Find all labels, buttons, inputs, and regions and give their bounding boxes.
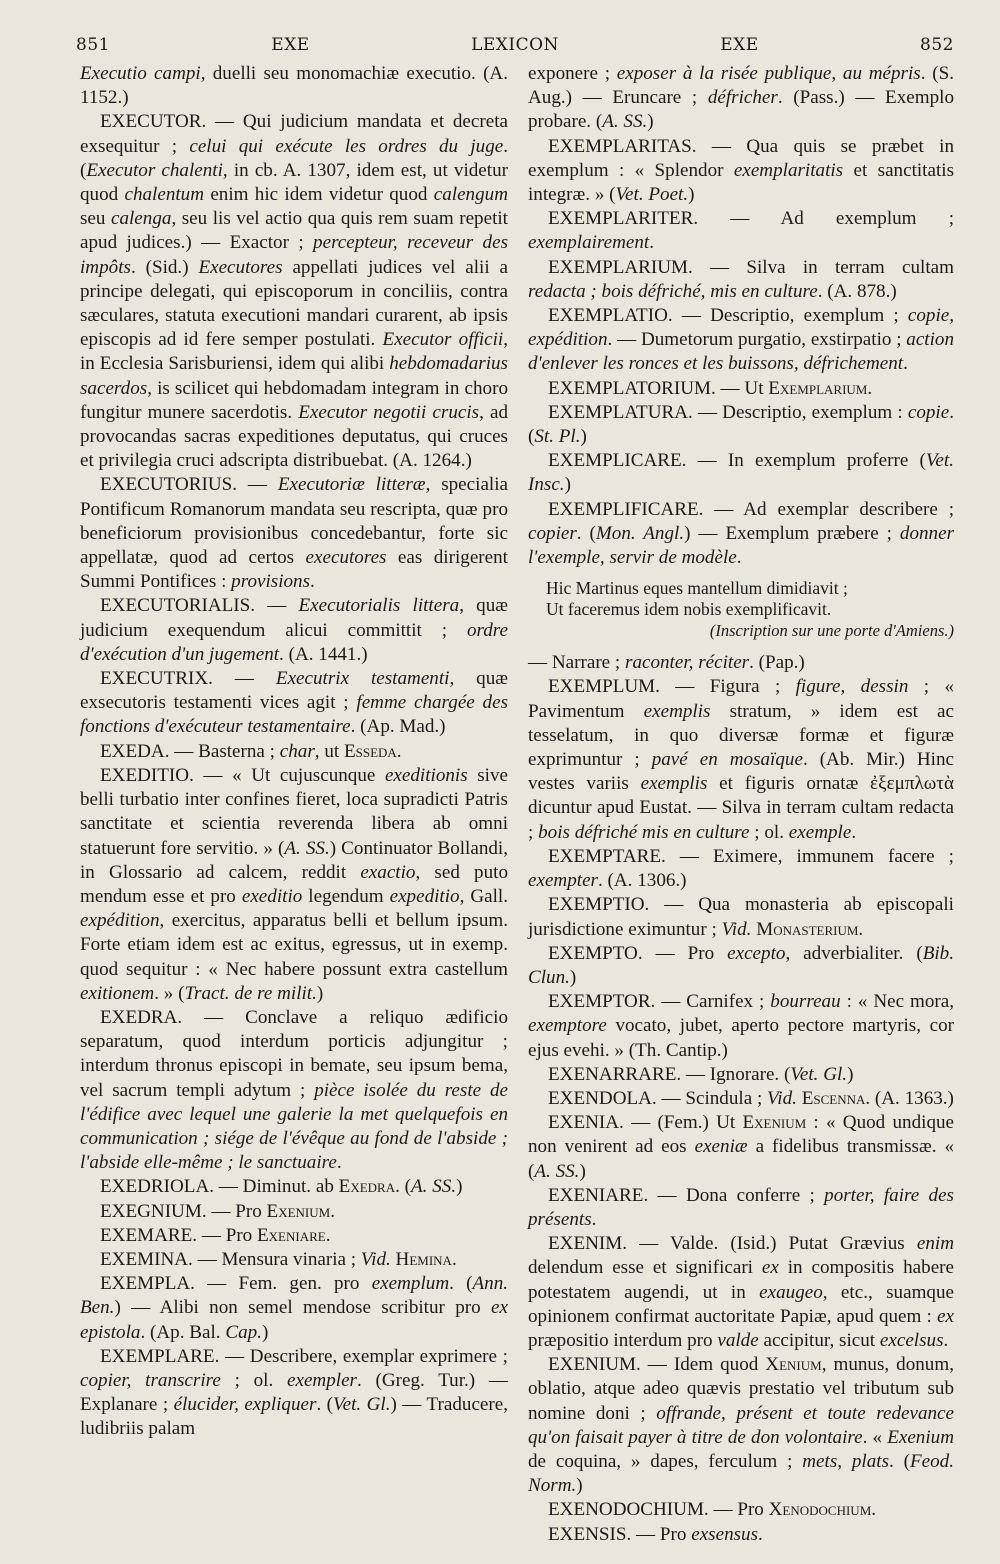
entry-text: EXEMINA. — Mensura vinaria ; [100,1248,361,1270]
italic-text: Exenium [887,1426,954,1448]
entry-text: appellati judices vel alii a principe delegati, qui episcoporum in conciliis, contra sæculares, statuta executioni mandari curarent, ab ipsis episcopis ad id fere semper postulati. [80,256,508,351]
entry-text: . [736,547,742,569]
dictionary-entry [80,1224,508,1248]
entry-text: . (S. Aug.) — Eruncare ; [528,63,954,109]
entry-text: seu [80,208,111,230]
entry-text: . » ( [154,982,185,1004]
entry-text: . [871,1499,877,1521]
entry-text: legendum [302,885,390,907]
entry-text: : « Nec mora, [840,991,954,1013]
entry-text: . [330,1200,335,1222]
entry-text: , ad provocandas sacras expeditiones deputatus, qui cruces et privilegia cruci adscripta distribuebat. (A. 1264.) [80,401,508,472]
italic-text: Executor negotii crucis [298,401,480,423]
right-page-number: 852 [920,35,954,55]
dictionary-entry [528,990,954,1063]
right-column [528,62,955,1545]
italic-text: Vid. [721,918,752,940]
italic-text: Executio campi [80,63,201,84]
italic-text: valde [717,1329,759,1351]
dictionary-entry [528,675,954,844]
entry-text: accipitur, sicut [758,1329,880,1351]
cross-reference: Xenodochium [768,1499,872,1521]
right-guide-word: EXE [720,35,759,55]
entry-text: EXEMPLATORIUM. — Ut [548,377,769,399]
entry-text: EXECUTORIALIS. — [100,595,299,617]
italic-text: action d'enlever les ronces et les buissons, défrichement [528,329,955,375]
dictionary-entry [528,1063,954,1087]
italic-text: Executor officii [382,329,504,351]
entry-text: et figuris ornatæ ἐξεμπλωτὰ dicuntur apud Eustat. — Silva in terram cultam redacta ; [528,773,954,843]
entry-text: — Narrare ; [528,652,626,674]
cross-reference: Escenna [801,1087,866,1109]
entry-text: EXEMPLARITAS. — Qua quis se præbet in exemplum : « Splendor [528,135,954,181]
entry-text: , seu lis vel actio qua quis rem suam repetit apud judices.) — Exactor ; [80,208,508,254]
italic-text: ex [761,1257,779,1279]
dictionary-entry [80,740,508,764]
entry-text: , sed puto mendum esse et pro [80,861,508,907]
dictionary-entry [80,62,508,110]
entry-text: . (A. 1306.) [597,870,687,892]
entry-text: , quæ exsecutoris testamenti vices agit ; [80,668,508,714]
italic-text: Vet. Insc. [528,450,954,496]
italic-text: redacta ; bois défriché, mis en culture [528,280,818,302]
italic-text: porter, faire des présents [528,1184,954,1230]
italic-text: raconter, réciter [625,652,750,674]
entry-text: EXECUTOR. — Qui judicium mandata et decreta exsequitur ; [80,111,508,157]
entry-text: EXENSIS. — Pro [548,1523,692,1545]
cross-reference: Esseda [343,740,397,762]
running-header [76,30,954,60]
italic-text: Executrix testamenti [275,668,450,690]
entry-text: , in cb. A. 1307, idem est, ut videtur quod [80,159,508,206]
italic-text: Tract. de re milit. [184,982,317,1004]
italic-text: Executoriæ litteræ [277,474,426,496]
entry-text: , munus, donum, oblatio, atque adeo quævis prestatio vel tributum sub nomine doni ; [528,1354,954,1424]
dictionary-entry [80,110,508,473]
entry-text: , Gall. [459,885,508,907]
italic-text: excepto [727,942,786,964]
italic-text: exeditionis [384,764,468,786]
dictionary-entry [528,135,954,208]
entry-text: . « [862,1426,888,1448]
italic-text: A. SS. [284,837,330,859]
dictionary-entry [528,651,954,675]
entry-text: ) Continuator Bollandi, in Glossario ad calcem, reddit [80,837,509,883]
entry-text: exponere ; [528,63,617,84]
italic-text: Vet. Gl. [790,1063,848,1085]
entry-text: EXEMPTARE. — Eximere, immunem facere ; [548,845,954,867]
entry-text: ) [569,966,577,988]
entry-text: . [758,1523,763,1545]
italic-text: bourreau [770,991,841,1013]
italic-text: bois défriché mis en culture [538,821,750,843]
dictionary-entry [528,893,954,941]
dictionary-entry [80,473,508,594]
entry-text: . [310,571,315,593]
dictionary-entry [80,1272,508,1345]
dictionary-entry [528,1523,954,1547]
entry-text: , exercitus, apparatus belli et bellum ipsum. Forte etiam idem est ac exitus, egressus, ut in exemp. quod sequitur : « Nec habere possunt extra castellum [80,910,508,980]
entry-text: , in Ecclesia Sarisburiensi, idem qui alibi [80,329,508,375]
italic-text: exaugeo [759,1281,823,1303]
quote-source: (Inscription sur une porte d'Amiens.) [709,621,954,641]
entry-text: . (Ap. Mad.) [350,716,446,738]
entry-text: ) [564,474,571,496]
entry-text: EXECUTRIX. — [100,668,276,690]
italic-text: mets, plats [802,1450,890,1472]
entry-text: . [943,1329,949,1351]
entry-text: . ( [576,522,596,544]
entry-text: ; ol. [749,821,789,843]
entry-text: . [858,918,864,940]
entry-text: EXEMPLICARE. — In exemplum proferre ( [548,450,926,472]
italic-text: exemplum [371,1273,450,1295]
entry-text: EXEMPTO. — Pro [548,942,728,964]
entry-text: EXEMPLARIUM. — Silva in terram cultam [548,256,954,278]
italic-text: Vid. [767,1087,797,1109]
entry-text: vocato, jubet, aperto pectore martyris, cor ejus evehi. » (Th. Cantip.) [528,1015,954,1061]
entry-text: EXENARRARE. — Ignorare. ( [548,1063,791,1085]
running-title: LEXICON [471,35,559,55]
entry-text: ) [576,1475,583,1497]
cross-reference: Exemplarium [768,377,868,399]
italic-text: Vet. Poet. [615,184,689,206]
dictionary-entry [528,207,954,255]
entry-text: , is scilicet qui hebdomadam integram in choro fungitur munere sacerdotis. [80,377,508,423]
dictionary-entry [80,1006,508,1175]
entry-text: . (A. 1441.) [279,643,368,665]
entry-text: . ( [889,1450,910,1472]
entry-text: EXECUTORIUS. — [100,474,278,496]
dictionary-entry [528,845,954,893]
entry-text: , ut [314,740,344,762]
entry-text: EXEMPTOR. — Carnifex ; [548,991,771,1013]
italic-text: exemplaritatis [733,159,844,181]
entry-text: EXENODOCHIUM. — Pro [548,1499,769,1521]
entry-text: in compositis habere potestatem augendi, ut in [528,1257,955,1303]
entry-text: EXEMPLARITER. — Ad exemplum ; [548,208,954,230]
entry-text: . (Ab. Mir.) Hinc vestes variis [528,749,954,795]
italic-text: exemplis [643,700,711,722]
entry-text: ) [261,1321,269,1343]
italic-text: excelsus [879,1329,944,1351]
dictionary-entry [528,498,954,571]
entry-text: præpositio interdum pro [528,1329,718,1351]
italic-text: offrande, présent et toute redevance qu'on faisait payer à titre de don volontaire [528,1402,954,1448]
entry-text: . (A. 1363.) [865,1087,954,1109]
entry-text: EXEMARE. — Pro [100,1224,257,1246]
dictionary-entry [80,1175,508,1199]
italic-text: exemplairement [528,232,650,254]
entry-text: EXEMPLA. — Fem. gen. pro [100,1273,372,1295]
italic-text: exposer à la risée publique, au mépris [616,63,921,84]
italic-text: Vid. [360,1248,391,1270]
entry-text: , duelli seu monomachiæ executio. (A. 1152.) [80,63,508,109]
italic-text: donner l'exemple, servir de modèle [528,522,954,569]
entry-text: EXEDITIO. — « Ut cujuscunque [100,764,385,786]
entry-text: ) [688,184,695,206]
entry-text: ; « Pavimentum [528,676,954,722]
entry-text: EXEMPTIO. — Qua monasteria ab episcopali jurisdictione eximuntur ; [528,894,954,940]
italic-text: hebdomadarius sacerdos [80,353,508,399]
entry-text: EXENIA. — (Fem.) Ut [548,1112,743,1134]
entry-text: EXENIUM. — Idem quod [548,1354,766,1376]
italic-text: enim [916,1233,954,1255]
italic-text: char [279,740,315,762]
entry-text: , etc., suamque opinionem confirmat auctoritate Papiæ, apud quem : [528,1281,954,1327]
italic-text: exactio [360,861,416,883]
entry-text: . ( [80,135,509,181]
italic-text: calengum [433,184,508,206]
left-column [80,62,508,1524]
entry-text: . [451,1248,457,1270]
italic-text: Ann. Ben. [80,1273,509,1319]
entry-text: . ( [316,1394,334,1416]
italic-text: exsensus [691,1523,759,1545]
entry-text: ) [647,111,654,133]
entry-text: eas dirigerent Summi Pontifices : [80,547,508,593]
italic-text: expeditio [389,885,460,907]
left-page-number: 851 [76,35,110,55]
entry-text: . (Greg. Tur.) — Explanare ; [80,1369,508,1416]
dictionary-entry [528,62,954,135]
italic-text: figure, dessin [795,676,909,698]
dictionary-entry [528,256,954,304]
italic-text: celui qui exécute les ordres du juge [189,135,504,157]
entry-text: EXENIM. — Valde. (Isid.) Putat Grævius [548,1233,917,1255]
cross-reference: Xenium [765,1354,822,1376]
entry-text: . [336,1152,342,1174]
entry-text: de coquina, » dapes, ferculum ; [528,1450,803,1472]
entry-text: . (Ap. Bal. [140,1321,226,1343]
cross-reference: Exeniare [257,1224,326,1246]
italic-text: exemple [788,821,852,843]
entry-text: EXEDA. — Basterna ; [100,740,280,762]
italic-text: copie, expédition [528,305,954,351]
entry-text: EXEMPLUM. — Figura ; [548,676,796,698]
italic-text: pavé en mosaïque [651,749,803,771]
dictionary-entry [528,1353,954,1498]
entry-text: . [851,821,857,843]
entry-text: ) — Alibi non semel mendose scribitur pro [114,1297,492,1319]
italic-text: executores [305,547,387,569]
entry-text: ) [579,1160,586,1182]
entry-text: . (A. 878.) [817,280,897,302]
dictionary-entry [528,1087,954,1111]
dictionary-entry [528,449,954,497]
entry-text: : « Quod undique non venirent ad eos [528,1112,955,1158]
dictionary-entry [80,594,508,667]
dictionary-entry [528,1232,954,1353]
italic-text: percepteur, receveur des impôts [80,232,508,278]
entry-text: sive belli turbatio inter confines fieret, loca supradicti Patris sanctitate et scientia reverenda libera ab omni statuerunt fore servitio. » ( [80,764,509,859]
entry-text: ) [847,1063,854,1085]
entry-text: ; ol. [220,1369,287,1391]
italic-text: A. SS. [602,111,648,133]
dictionary-entry [80,1345,508,1442]
left-guide-word: EXE [271,35,310,55]
dictionary-entry [80,764,508,1006]
entry-text: EXEDRA. — Conclave a reliquo ædificio separatum, quod interdum porticis adjungitur ; interdum thronus episcopi in bemate, seu ipsum bema, vel sacrum templi adytum ; [80,1006,508,1101]
italic-text: Executorialis littera [298,595,460,617]
entry-text: . [325,1224,331,1246]
entry-text: delendum esse et significari [528,1257,762,1279]
entry-text: . [867,377,873,399]
dictionary-entry [528,1111,954,1184]
dictionary-entry [528,401,954,449]
italic-text: ordre d'exécution d'un jugement [80,619,508,665]
italic-text: ex [937,1305,954,1327]
entry-text: EXENIARE. — Dona conferre ; [548,1184,825,1206]
italic-text: copie [907,401,950,423]
italic-text: Vet. Gl. [333,1394,391,1416]
entry-text: ) [316,982,324,1004]
italic-text: provisions [231,571,311,593]
entry-text: a fidelibus transmissæ. « ( [528,1136,954,1182]
cross-reference: Monasterium [756,918,859,940]
quoted-inscription [528,578,954,641]
dictionary-entry [80,667,508,740]
entry-text: ) — Traducere, ludibriis palam [80,1394,509,1440]
dictionary-entry [528,377,954,401]
italic-text: pièce isolée du reste de l'édifice avec lequel une galerie la met quelquefois en communication ; siége de l'évêque au fond de l'abside ; l'abside elle-même ; le sanctuaire [80,1079,508,1174]
italic-text: exempler [287,1369,357,1391]
entry-text: ) [580,426,587,448]
entry-text: . — Dumetorum purgatio, exstirpatio ; [607,329,907,351]
entry-text: . (Pap.) [749,652,805,674]
entry-text: . [591,1208,597,1230]
entry-text: , adverbialiter. ( [785,942,923,964]
italic-text: Executor chalenti [86,159,223,181]
entry-text: . ( [395,1176,412,1198]
italic-text: calenga [110,208,172,230]
italic-text: défricher [707,87,778,109]
entry-text: EXEMPLIFICARE. — Ad exemplar describere ; [548,498,954,520]
italic-text: A. SS. [534,1160,580,1182]
entry-text: stratum, » idem est ac tesselatum, in quo diversæ formæ et figuræ exprimuntur ; [528,700,954,771]
entry-text: . [903,353,908,375]
entry-text: . ( [528,401,954,448]
italic-text: Executores [198,256,283,278]
cross-reference: Exenium [266,1200,331,1222]
italic-text: Feod. Norm. [528,1450,954,1497]
entry-text: EXEMPLATURA. — Descriptio, exemplum : [548,401,908,423]
entry-text: , specialia Pontificum Romanorum mandata seu rescripta, quæ pro beneficiorum provisionibus concedebantur, forte sic appellatæ, quod ad certos [80,474,508,569]
italic-text: expédition [80,910,160,932]
entry-text: . [649,232,655,254]
entry-text: . (Pass.) — Exemplo probare. ( [528,87,954,133]
entry-text: ) — Exemplum præbere ; [684,522,900,544]
dictionary-entry [528,942,954,990]
cross-reference: Exenium [742,1112,807,1134]
italic-text: chalentum [124,184,205,206]
entry-text: EXEMPLARE. — Describere, exemplar exprimere ; [100,1345,508,1367]
entry-text: et sanctitatis integræ. » ( [528,159,954,206]
italic-text: ex epistola [80,1297,508,1343]
entry-text: ) [456,1176,463,1198]
italic-text: Mon. Angl. [595,522,685,544]
dictionary-entry [528,304,954,377]
italic-text: exemplis [640,773,708,795]
dictionary-entry [528,1498,954,1522]
italic-text: exitionem [80,982,155,1004]
entry-text: . ( [449,1273,473,1295]
dictionary-entry [80,1248,508,1272]
entry-text: enim hic idem videtur quod [204,184,434,206]
italic-text: A. SS. [411,1176,457,1198]
entry-text: . (Sid.) [130,256,199,278]
italic-text: femme chargée des fonctions d'exécuteur testamentaire [80,692,508,738]
italic-text: exempter [528,870,598,892]
entry-text: . [396,740,402,762]
cross-reference: Exedra [338,1176,396,1198]
italic-text: St. Pl. [534,426,581,448]
entry-text: EXENDOLA. — Scindula ; [548,1087,768,1109]
italic-text: exeditio [241,885,303,907]
dictionary-entry [528,1184,954,1232]
italic-text: élucider, expliquer [173,1394,317,1416]
entry-text: EXEMPLATIO. — Descriptio, exemplum ; [548,305,908,327]
italic-text: exeniæ [694,1136,748,1158]
quote-line: Ut faceremus idem nobis exemplificavit. [546,599,832,620]
quote-line: Hic Martinus eques mantellum dimidiavit ; [546,578,848,599]
italic-text: Cap. [225,1321,262,1343]
entry-text: EXEGNIUM. — Pro [100,1200,267,1222]
italic-text: copier, transcrire [80,1369,221,1391]
entry-text: EXEDRIOLA. — Diminut. ab [100,1176,339,1198]
italic-text: Bib. Clun. [528,942,955,988]
entry-text: , quæ judicium exequendum alicui committit ; [80,595,508,641]
italic-text: exemptore [528,1015,607,1037]
dictionary-entry [80,1200,508,1224]
italic-text: copier [528,522,577,544]
cross-reference: Hemina [395,1248,452,1270]
